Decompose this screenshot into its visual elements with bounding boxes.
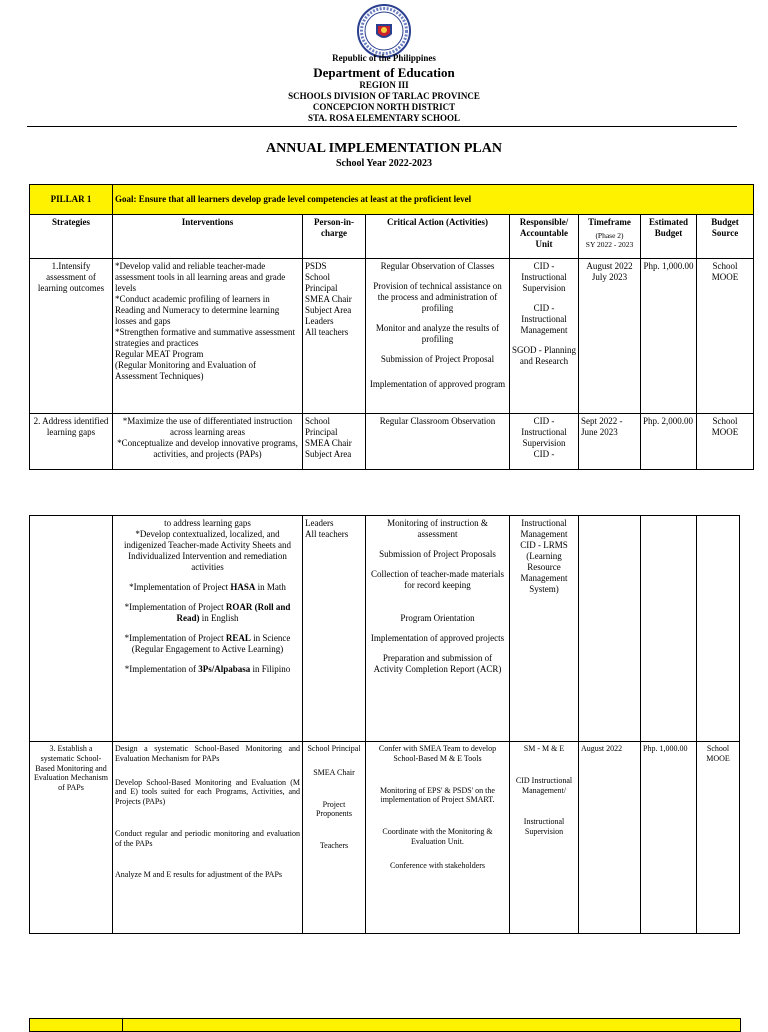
- action-item: Implementation of approved program: [369, 378, 506, 389]
- col-budget: Estimated Budget: [641, 215, 697, 259]
- district-label: CONCEPCION NORTH DISTRICT: [312, 102, 456, 112]
- pillar-row: [30, 185, 754, 215]
- unit-item: CID - Instructional Management: [520, 302, 568, 335]
- action-item: Submission of Project Proposals: [379, 548, 496, 559]
- source-cell: [697, 516, 740, 742]
- source-cell: School MOOE: [697, 259, 754, 414]
- action-item: Implementation of approved projects: [370, 632, 505, 643]
- intervention-item: Conduct regular and periodic monitoring and evaluation of the PAPs: [115, 828, 300, 848]
- timeframe-item: July 2023: [591, 271, 628, 282]
- unit-item: SM - M & E: [523, 744, 565, 753]
- division-label: SCHOOLS DIVISION OF TARLAC PROVINCE: [288, 91, 480, 101]
- intervention-item: *Implementation of Project REAL in Science (Regular Engagement to Active Learning): [124, 632, 291, 654]
- col-strategies: Strategies: [30, 215, 113, 259]
- unit-item: CID - Instructional Supervision: [521, 261, 567, 293]
- person-item: School Principal: [305, 271, 338, 293]
- table-row: [30, 259, 754, 414]
- timeframe-label: Timeframe: [588, 217, 631, 227]
- plan-table: [29, 184, 754, 470]
- unit-cell: [510, 259, 579, 414]
- person-item: School Principal: [305, 416, 338, 437]
- timeframe-cell: [579, 516, 641, 742]
- table-header-row: [30, 215, 754, 259]
- timeframe-sy: SY 2022 - 2023: [585, 240, 634, 250]
- action-item: Program Orientation: [400, 612, 475, 623]
- intervention-item: to address learning gaps: [164, 518, 251, 528]
- next-pillar-row: [29, 1018, 741, 1032]
- table-row: [30, 414, 754, 470]
- person-item: All teachers: [305, 326, 349, 337]
- intervention-item: *Develop contextualized, localized, and indigenized Teacher-made Activity Sheets and Individualized Intervention and remediation activities: [124, 528, 291, 572]
- region-label: REGION III: [359, 80, 409, 90]
- source-cell: School MOOE: [697, 414, 754, 470]
- intervention-item: *Strengthen formative and summative assessment strategies and practices: [115, 326, 295, 348]
- unit-item: Instructional Supervision: [523, 817, 565, 836]
- budget-cell: Php. 1,000.00: [641, 259, 697, 414]
- person-cell: [303, 259, 366, 414]
- action-item: Coordinate with the Monitoring & Evaluation Unit.: [382, 827, 493, 846]
- col-person: Person-in-charge: [303, 215, 366, 259]
- unit-item: CID - Instructional Supervision: [521, 416, 567, 448]
- person-item: Teachers: [319, 841, 349, 850]
- interventions-cell: [113, 742, 303, 934]
- pillar-goal: Goal: Ensure that all learners develop grade level competencies at least at the proficient level: [113, 185, 754, 215]
- intervention-item: Analyze M and E results for adjustment of the PAPs: [115, 870, 283, 880]
- person-item: All teachers: [305, 528, 349, 539]
- source-cell: School MOOE: [697, 742, 740, 934]
- plan-table-continued: [29, 515, 740, 934]
- action-item: Conference with stakeholders: [389, 860, 486, 870]
- republic-label: Republic of the Philippines: [332, 53, 436, 63]
- actions-cell: [366, 516, 510, 742]
- strategy-cell: 2. Address identified learning gaps: [30, 414, 113, 470]
- person-item: Subject Area: [305, 448, 352, 459]
- document-title: ANNUAL IMPLEMENTATION PLAN: [266, 141, 502, 156]
- next-pillar-divider: [122, 1019, 123, 1031]
- action-item: Confer with SMEA Team to develop School-Based M & E Tools: [378, 744, 497, 763]
- intervention-item: *Maximize the use of differentiated instruction across learning areas: [122, 416, 293, 437]
- intervention-item: *Conduct academic profiling of learners in Reading and Numeracy to determine learning losses and gaps: [115, 293, 280, 326]
- unit-cell: [510, 414, 579, 470]
- unit-item: CID Instructional Management/: [515, 775, 573, 795]
- person-item: SMEA Chair: [305, 437, 352, 448]
- action-item: Collection of teacher-made materials for record keeping: [370, 568, 504, 590]
- intervention-item: *Implementation of Project HASA in Math: [129, 581, 286, 592]
- pillar-label: PILLAR 1: [30, 185, 113, 215]
- header-divider: [27, 126, 737, 127]
- unit-item: CID -: [533, 448, 555, 459]
- unit-item: CID - LRMS (Learning Resource Management System): [520, 539, 568, 594]
- action-item: Monitoring of instruction & assessment: [387, 518, 488, 539]
- action-item: Preparation and submission of Activity Completion Report (ACR): [373, 652, 502, 674]
- action-item: Monitoring of EPS' & PSDS' on the implementation of Project SMART.: [380, 785, 495, 805]
- budget-cell: [641, 516, 697, 742]
- action-item: Submission of Project Proposal: [380, 353, 495, 364]
- person-item: SMEA Chair: [313, 767, 355, 777]
- interventions-cell: [113, 516, 303, 742]
- actions-cell: [366, 742, 510, 934]
- school-year: School Year 2022-2023: [335, 158, 433, 169]
- intervention-item: Design a systematic School-Based Monitoring and Evaluation Mechanism for PAPs: [115, 744, 300, 763]
- deped-seal-icon: [357, 4, 411, 58]
- action-item: Monitor and analyze the results of profiling: [375, 322, 500, 344]
- person-cell: [303, 414, 366, 470]
- col-timeframe: [579, 215, 641, 259]
- strategy-cell: [30, 516, 113, 742]
- timeframe-item: August 2022: [586, 261, 633, 271]
- table-row: [30, 742, 740, 934]
- unit-item: Instructional Management: [520, 518, 568, 539]
- person-item: Leaders: [305, 518, 334, 528]
- unit-cell: [510, 516, 579, 742]
- budget-cell: Php. 2,000.00: [641, 414, 697, 470]
- person-item: SMEA Chair: [305, 293, 352, 304]
- timeframe-cell: [579, 259, 641, 414]
- timeframe-cell: Sept 2022 - June 2023: [579, 414, 641, 470]
- col-interventions: Interventions: [113, 215, 303, 259]
- intervention-item: *Implementation of 3Ps/Alpabasa in Filipino: [124, 663, 291, 674]
- strategy-cell: 3. Establish a systematic School-Based Monitoring and Evaluation Mechanism of PAPs: [30, 742, 113, 934]
- intervention-item: Develop School-Based Monitoring and Evaluation (M and E) tools suited for each Programs, Activities, and Projects (PAPs): [115, 777, 300, 806]
- col-source: Budget Source: [697, 215, 754, 259]
- intervention-item: Regular MEAT Program: [115, 348, 204, 359]
- interventions-cell: [113, 259, 303, 414]
- unit-item: SGOD - Planning and Research: [512, 344, 577, 366]
- intervention-item: (Regular Monitoring and Evaluation of Assessment Techniques): [115, 359, 256, 381]
- col-critical: Critical Action (Activities): [366, 215, 510, 259]
- person-item: Project Proponents: [316, 799, 352, 819]
- unit-cell: [510, 742, 579, 934]
- person-item: PSDS: [305, 261, 327, 271]
- intervention-item: *Conceptualize and develop innovative programs, activities, and projects (PAPs): [117, 437, 298, 459]
- intervention-item: *Develop valid and reliable teacher-made assessment tools in all learning areas and grade levels: [115, 261, 286, 293]
- action-item: Provision of technical assistance on the process and administration of profiling: [373, 280, 502, 313]
- table-row: [30, 516, 740, 742]
- action-item: Regular Observation of Classes: [380, 261, 495, 271]
- actions-cell: [366, 259, 510, 414]
- person-item: Subject Area Leaders: [305, 304, 352, 326]
- col-responsible: Responsible/ Accountable Unit: [510, 215, 579, 259]
- person-cell: [303, 742, 366, 934]
- timeframe-cell: August 2022: [579, 742, 641, 934]
- person-item: School Principal: [307, 744, 361, 753]
- department-label: Department of Education: [313, 65, 455, 80]
- timeframe-phase: (Phase 2): [595, 230, 624, 240]
- intervention-item: *Implementation of Project ROAR (Roll and Read) in English: [124, 601, 291, 623]
- school-label: STA. ROSA ELEMENTARY SCHOOL: [307, 113, 461, 123]
- actions-cell: Regular Classroom Observation: [366, 414, 510, 470]
- budget-cell: Php. 1,000.00: [641, 742, 697, 934]
- person-cell: [303, 516, 366, 742]
- interventions-cell: [113, 414, 303, 470]
- strategy-cell: 1.Intensify assessment of learning outcomes: [30, 259, 113, 414]
